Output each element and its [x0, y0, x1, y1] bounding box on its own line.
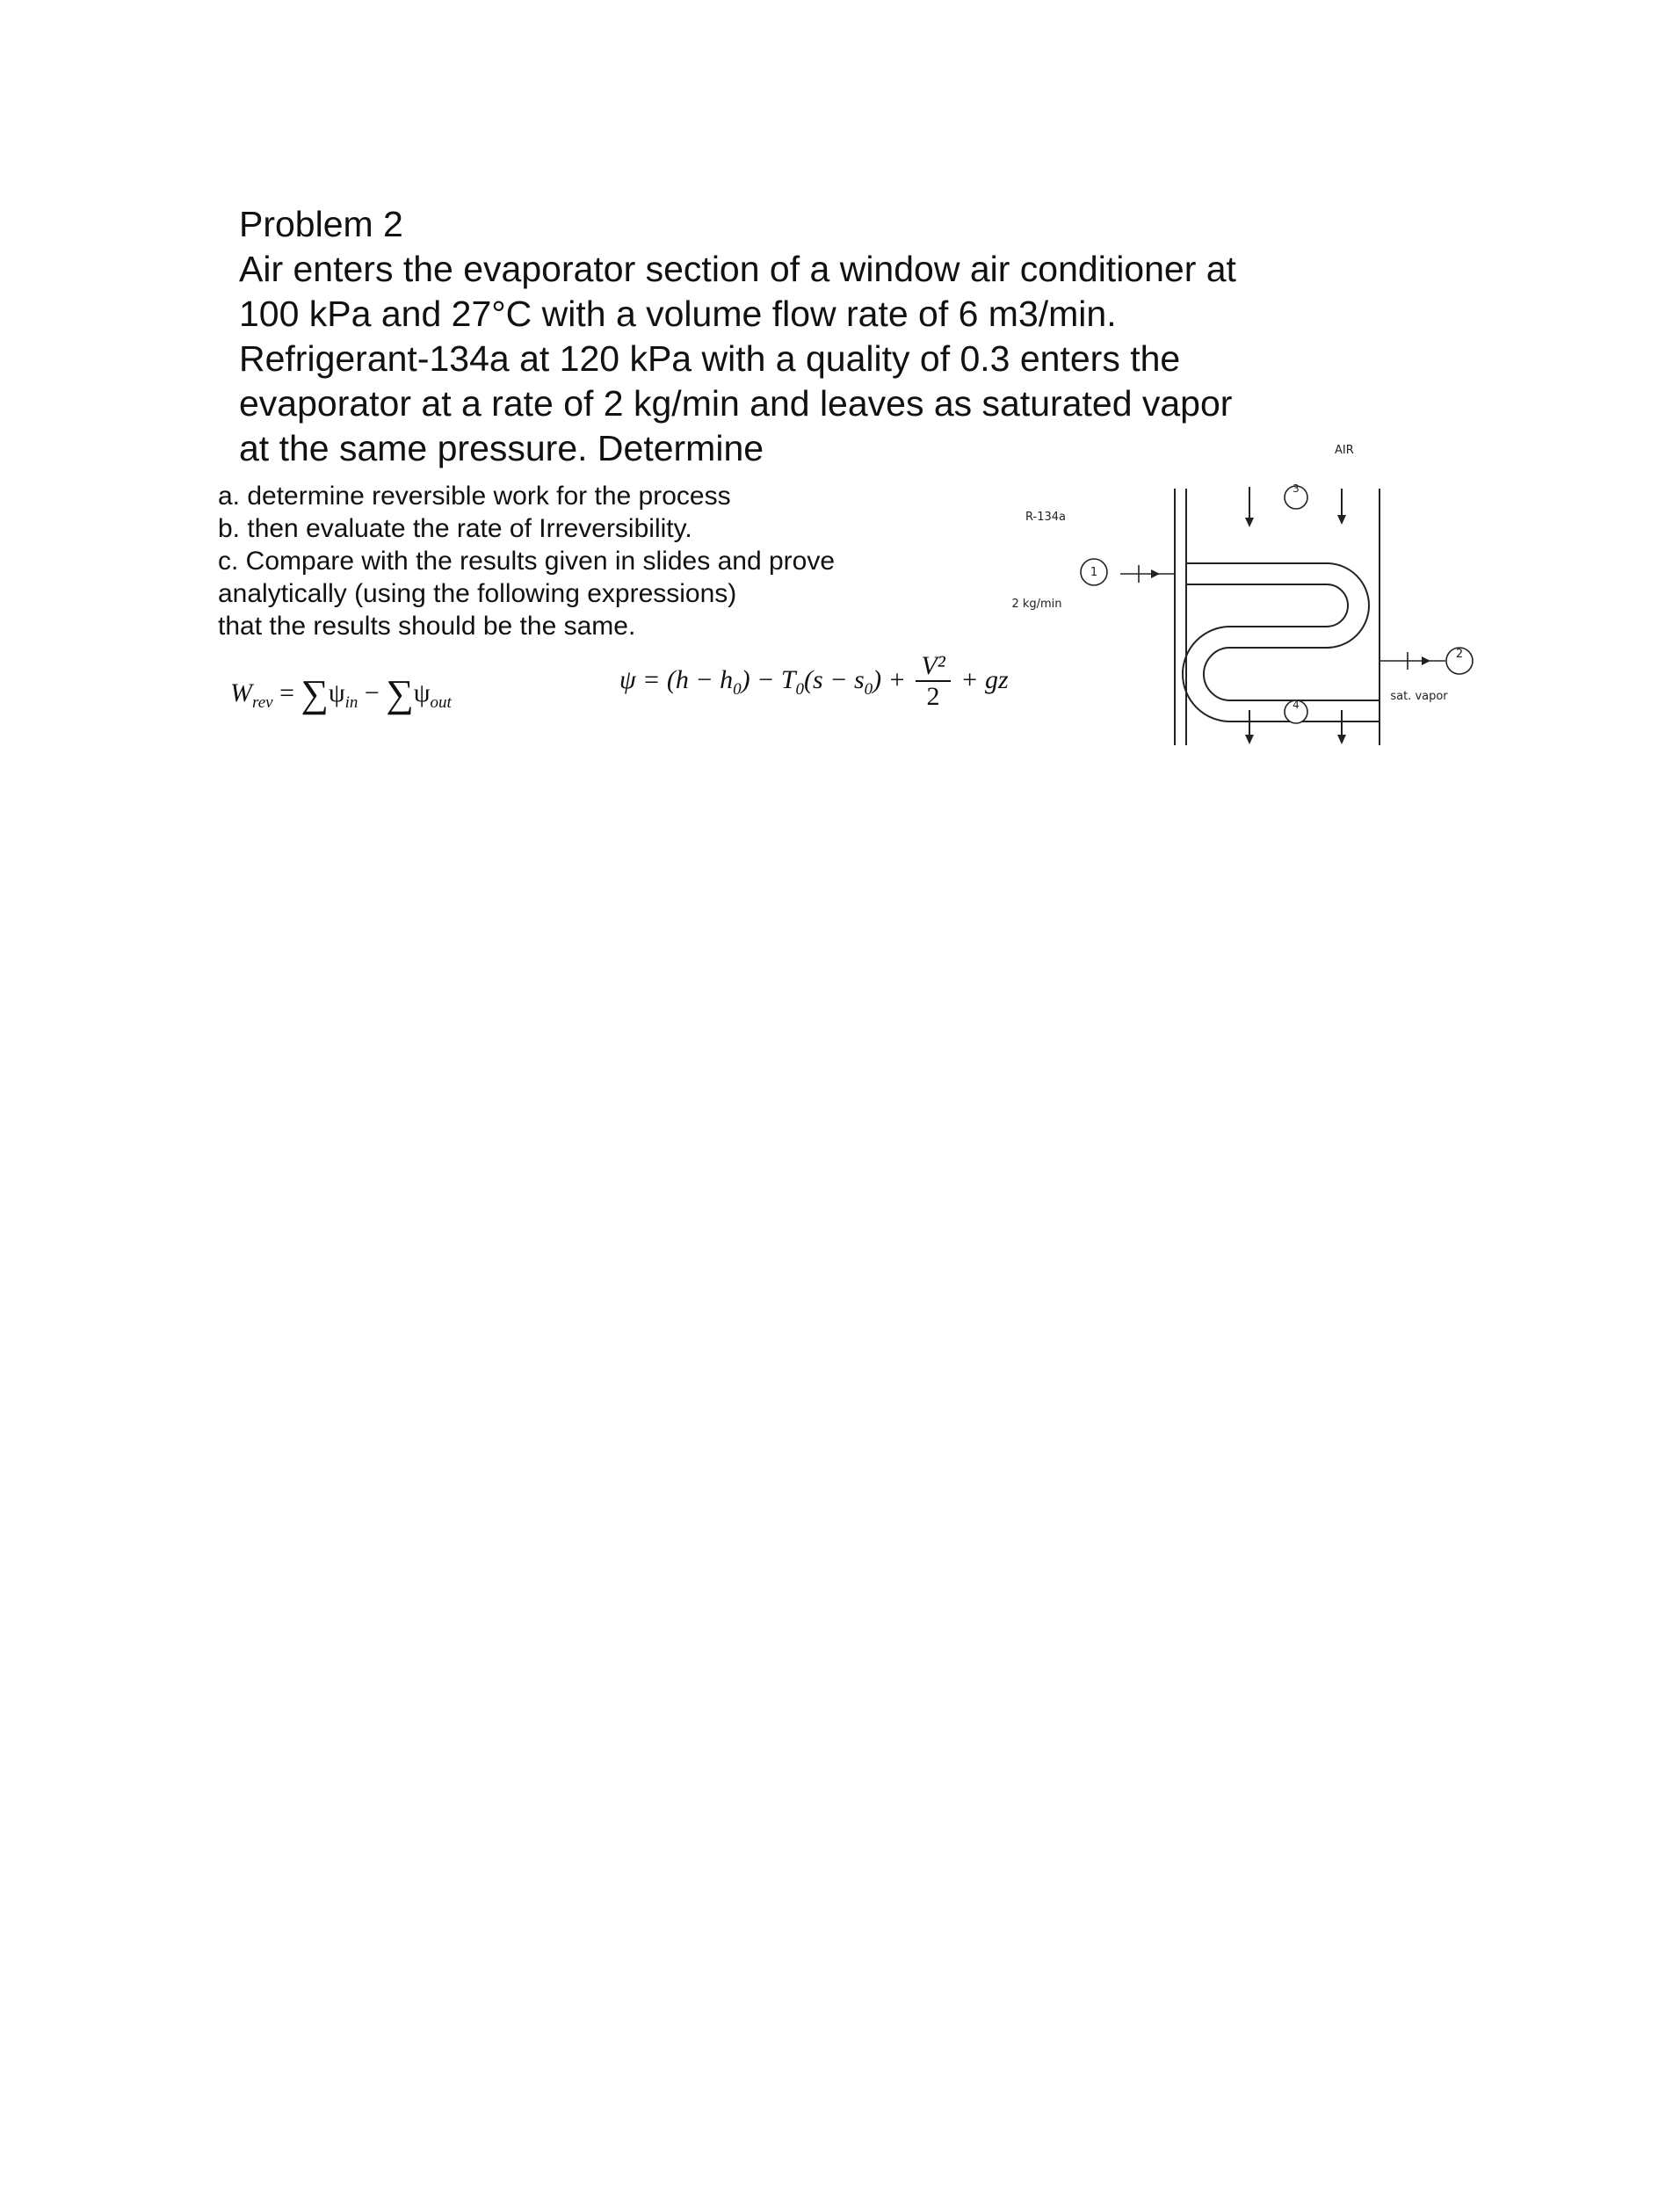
- problem-line: at the same pressure. Determine: [239, 428, 764, 468]
- formula-part: ) − T: [741, 664, 796, 694]
- evaporator-diagram: [1010, 431, 1485, 756]
- problem-line: evaporator at a rate of 2 kg/min and leaves as saturated vapor: [239, 383, 1233, 424]
- state-label-4: 4: [1293, 699, 1300, 711]
- formula-subscript: rev: [252, 693, 273, 712]
- formula-operator: −: [358, 678, 387, 707]
- formula-subscript: 0: [864, 679, 873, 699]
- exit-state-label: sat. vapor: [1390, 690, 1448, 703]
- fraction-denominator: 2: [926, 682, 940, 711]
- air-flow-arrow: [1245, 710, 1254, 744]
- problem-line: Refrigerant-134a at 120 kPa with a quality of 0.3 enters the: [239, 338, 1181, 379]
- refrigerant-outlet-arrow: [1379, 652, 1445, 670]
- refrigerant-label: R-134a: [1025, 511, 1066, 524]
- task-c: c. Compare with the results given in slides and prove: [218, 547, 836, 576]
- air-flow-arrow: [1337, 489, 1346, 525]
- formula-part: ) +: [873, 664, 913, 694]
- flow-exergy-formula: [619, 652, 1009, 712]
- formula-subscript: out: [430, 693, 452, 712]
- task-c-continued: that the results should be the same.: [218, 612, 636, 641]
- formula-symbol: W: [230, 678, 252, 707]
- formula-symbol: ψ: [328, 678, 345, 707]
- problem-line: Air enters the evaporator section of a window air conditioner at: [239, 249, 1236, 289]
- formula-operator: =: [272, 678, 301, 707]
- air-label: AIR: [1335, 444, 1354, 457]
- task-b: b. then evaluate the rate of Irreversibility.: [218, 514, 692, 543]
- state-label-1: 1: [1090, 566, 1098, 579]
- flow-rate-label: 2 kg/min: [1011, 598, 1062, 611]
- air-flow-arrow: [1245, 487, 1254, 527]
- task-c-continued: analytically (using the following expressions): [218, 579, 737, 608]
- formula-symbol: ψ: [413, 678, 431, 707]
- kinetic-fraction: [916, 652, 950, 712]
- formula-part: (s − s: [804, 664, 865, 694]
- reversible-work-formula: [230, 671, 452, 716]
- refrigerant-inlet-arrow: [1120, 565, 1175, 583]
- formula-subscript: 0: [795, 679, 805, 699]
- problem-line: 100 kPa and 27°C with a volume flow rate of 6 m3/min.: [239, 294, 1117, 334]
- state-label-3: 3: [1293, 482, 1300, 495]
- sum-symbol: ∑: [301, 672, 329, 715]
- air-flow-arrow: [1337, 710, 1346, 744]
- formula-subscript: in: [344, 693, 358, 712]
- formula-part: ψ = (h − h: [619, 664, 734, 694]
- formula-part: + gz: [953, 664, 1009, 694]
- formula-subscript: 0: [733, 679, 742, 699]
- task-a: a. determine reversible work for the process: [218, 482, 731, 511]
- task-list: [218, 480, 1009, 642]
- state-label-2: 2: [1455, 648, 1464, 661]
- problem-title: Problem 2: [239, 204, 403, 244]
- fraction-numerator: V²: [916, 652, 950, 682]
- sum-symbol: ∑: [386, 672, 414, 715]
